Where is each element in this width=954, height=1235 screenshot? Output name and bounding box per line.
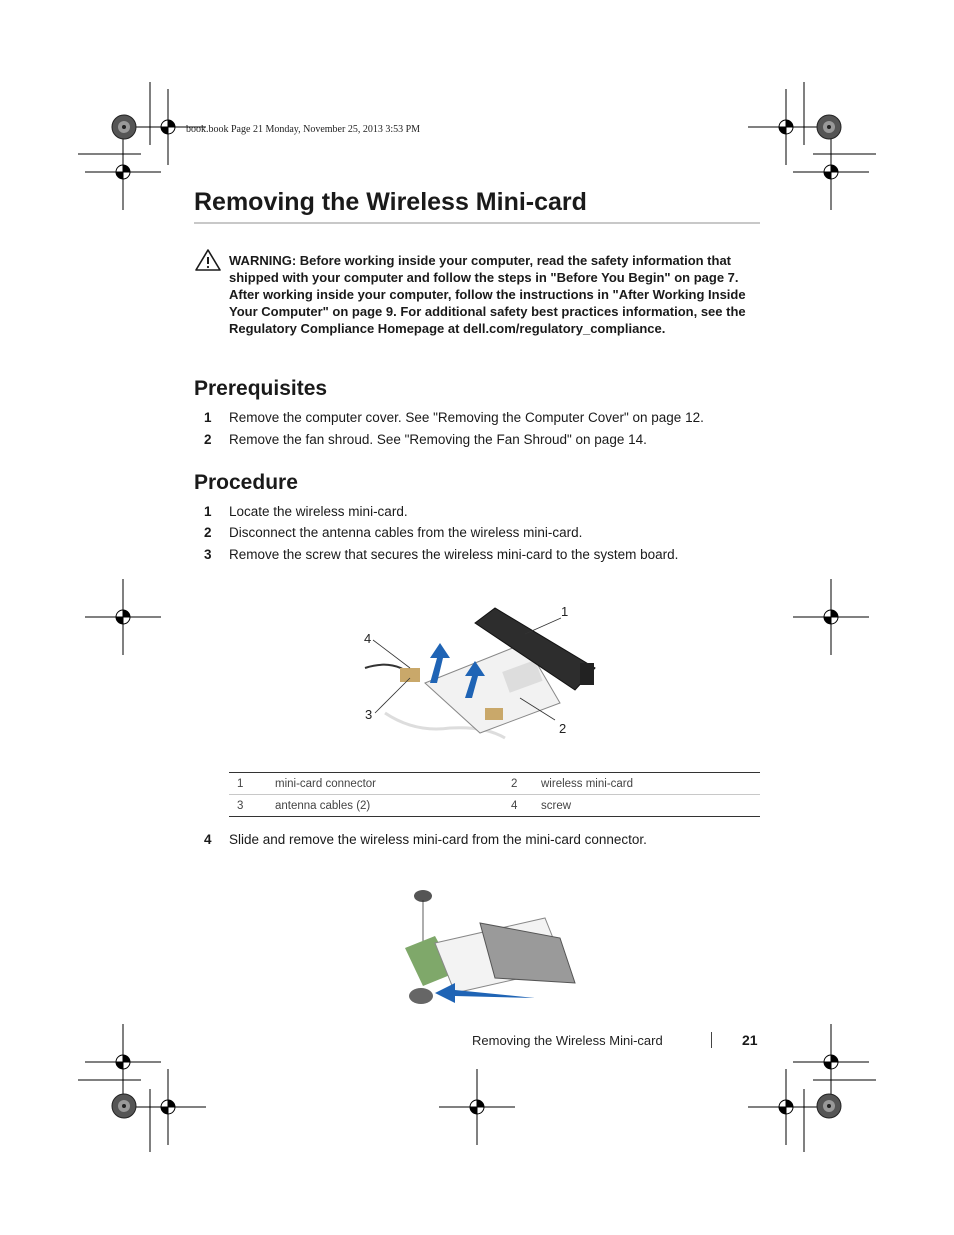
title-rule — [194, 222, 760, 224]
legend-label: antenna cables (2) — [275, 799, 371, 812]
procedure-step — [204, 503, 764, 521]
step-number: 2 — [204, 432, 212, 447]
step-number: 1 — [204, 504, 212, 519]
callout-1: 1 — [561, 604, 569, 619]
legend-number: 1 — [237, 777, 244, 790]
prerequisite-step — [204, 409, 764, 427]
legend-label: screw — [541, 799, 572, 812]
wireless-card-illustration — [355, 598, 615, 748]
step-number: 2 — [204, 525, 212, 540]
warning-text: WARNING: Before working inside your computer, read the safety information that shipped with your computer and follow the steps in "Before You Begin" on page 7. After working inside your computer, follow the instructions in "After Working Inside Your Computer" on page 9. For additional safety best practices information, see the Regulatory Compliance Homepage at dell.com/regulatory_compliance. — [229, 253, 746, 336]
legend-number: 3 — [237, 799, 244, 812]
procedure-step — [204, 524, 764, 542]
callout-2: 2 — [559, 721, 567, 736]
step-text: Remove the screw that secures the wireless mini-card to the system board. — [229, 547, 679, 562]
footer-separator — [711, 1032, 712, 1048]
print-meta-line: book.book Page 21 Monday, November 25, 2013 3:53 PM — [186, 124, 421, 135]
procedure-step — [204, 831, 764, 849]
warning-icon — [194, 248, 222, 272]
step-number: 4 — [204, 832, 212, 847]
legend-number: 4 — [511, 799, 518, 812]
legend-number: 2 — [511, 777, 518, 790]
legend-label: mini-card connector — [275, 777, 376, 790]
footer-section-title: Removing the Wireless Mini-card — [472, 1033, 663, 1048]
callout-4: 4 — [364, 631, 372, 646]
procedure-step — [204, 546, 764, 564]
figure-legend-table — [229, 772, 760, 817]
legend-label: wireless mini-card — [541, 777, 634, 790]
step-number: 1 — [204, 410, 212, 425]
table-row — [229, 773, 760, 795]
step-number: 3 — [204, 547, 212, 562]
prerequisite-step — [204, 431, 764, 449]
step-text: Locate the wireless mini-card. — [229, 504, 408, 519]
page-title: Removing the Wireless Mini-card — [194, 188, 587, 216]
card-removal-illustration — [395, 878, 595, 1013]
step-text: Disconnect the antenna cables from the wireless mini-card. — [229, 525, 583, 540]
step-text: Remove the computer cover. See "Removing the Computer Cover" on page 12. — [229, 410, 704, 425]
table-row — [229, 795, 760, 817]
callout-3: 3 — [365, 707, 373, 722]
prerequisites-heading: Prerequisites — [194, 377, 328, 400]
page-number: 21 — [742, 1032, 758, 1048]
step-text: Slide and remove the wireless mini-card from the mini-card connector. — [229, 832, 647, 847]
step-text: Remove the fan shroud. See "Removing the Fan Shroud" on page 14. — [229, 432, 647, 447]
procedure-heading: Procedure — [194, 471, 298, 494]
